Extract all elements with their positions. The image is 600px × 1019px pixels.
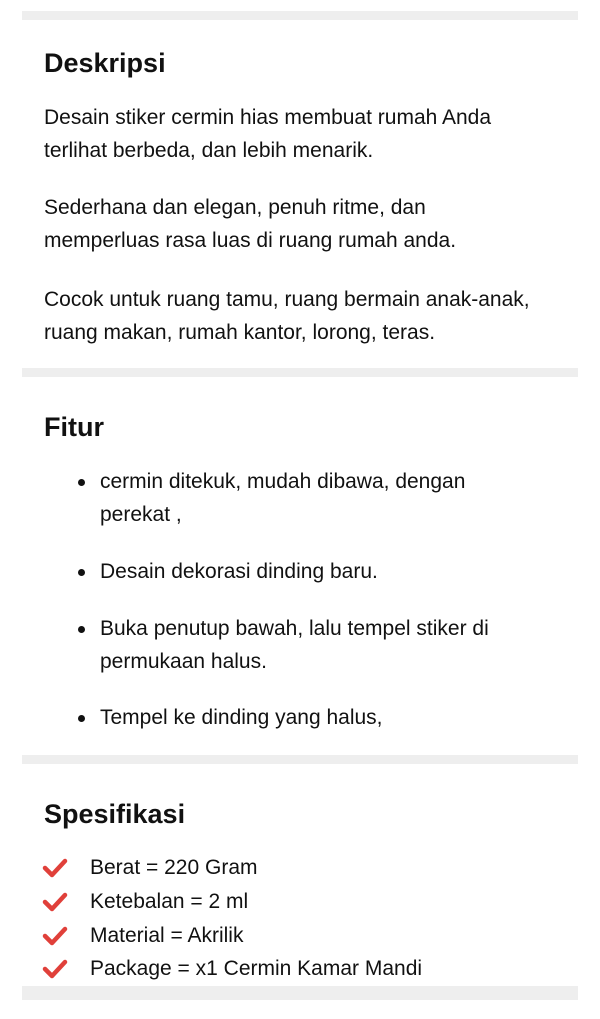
spec-text: Berat = 220 Gram bbox=[90, 856, 258, 879]
check-icon bbox=[42, 958, 68, 980]
spec-item bbox=[42, 852, 562, 884]
section-divider bbox=[22, 11, 578, 20]
bullet-icon bbox=[78, 479, 85, 486]
description-paragraph-1: Desain stiker cermin hias membuat rumah Anda terlihat berbeda, dan lebih menarik. bbox=[44, 106, 492, 162]
check-icon bbox=[42, 925, 68, 947]
feature-list-item bbox=[100, 612, 540, 678]
description-heading: Deskripsi bbox=[44, 48, 166, 78]
bullet-icon bbox=[78, 626, 85, 633]
spec-text: Material = Akrilik bbox=[90, 924, 244, 947]
specs-heading: Spesifikasi bbox=[44, 799, 186, 829]
check-icon bbox=[42, 857, 68, 879]
features-heading: Fitur bbox=[44, 412, 104, 442]
description-paragraph-2: Sederhana dan elegan, penuh ritme, dan memperluas rasa luas di ruang rumah anda. bbox=[44, 196, 457, 252]
spec-text: Package = x1 Cermin Kamar Mandi bbox=[90, 957, 423, 980]
feature-text: Buka penutup bawah, lalu tempel stiker di permukaan halus. bbox=[100, 617, 489, 673]
feature-text: cermin ditekuk, mudah dibawa, dengan perekat , bbox=[100, 470, 466, 526]
section-divider bbox=[22, 755, 578, 764]
feature-list-item bbox=[100, 555, 540, 588]
feature-list-item bbox=[100, 465, 540, 531]
section-divider bbox=[22, 368, 578, 377]
features-section bbox=[22, 377, 578, 754]
bullet-icon bbox=[78, 569, 85, 576]
description-section bbox=[22, 20, 578, 368]
section-divider bbox=[22, 986, 578, 1000]
product-detail-page bbox=[22, 0, 578, 1019]
spec-item bbox=[42, 920, 562, 952]
specs-section bbox=[22, 764, 578, 985]
check-icon bbox=[42, 891, 68, 913]
spec-item bbox=[42, 953, 562, 985]
spec-text: Ketebalan = 2 ml bbox=[90, 890, 249, 913]
spec-item bbox=[42, 886, 562, 918]
feature-text: Tempel ke dinding yang halus, bbox=[100, 706, 383, 729]
feature-list-item bbox=[100, 701, 540, 734]
bullet-icon bbox=[78, 715, 85, 722]
description-paragraph-3: Cocok untuk ruang tamu, ruang bermain anak-anak, ruang makan, rumah kantor, lorong, teras. bbox=[44, 288, 530, 344]
feature-text: Desain dekorasi dinding baru. bbox=[100, 560, 378, 583]
